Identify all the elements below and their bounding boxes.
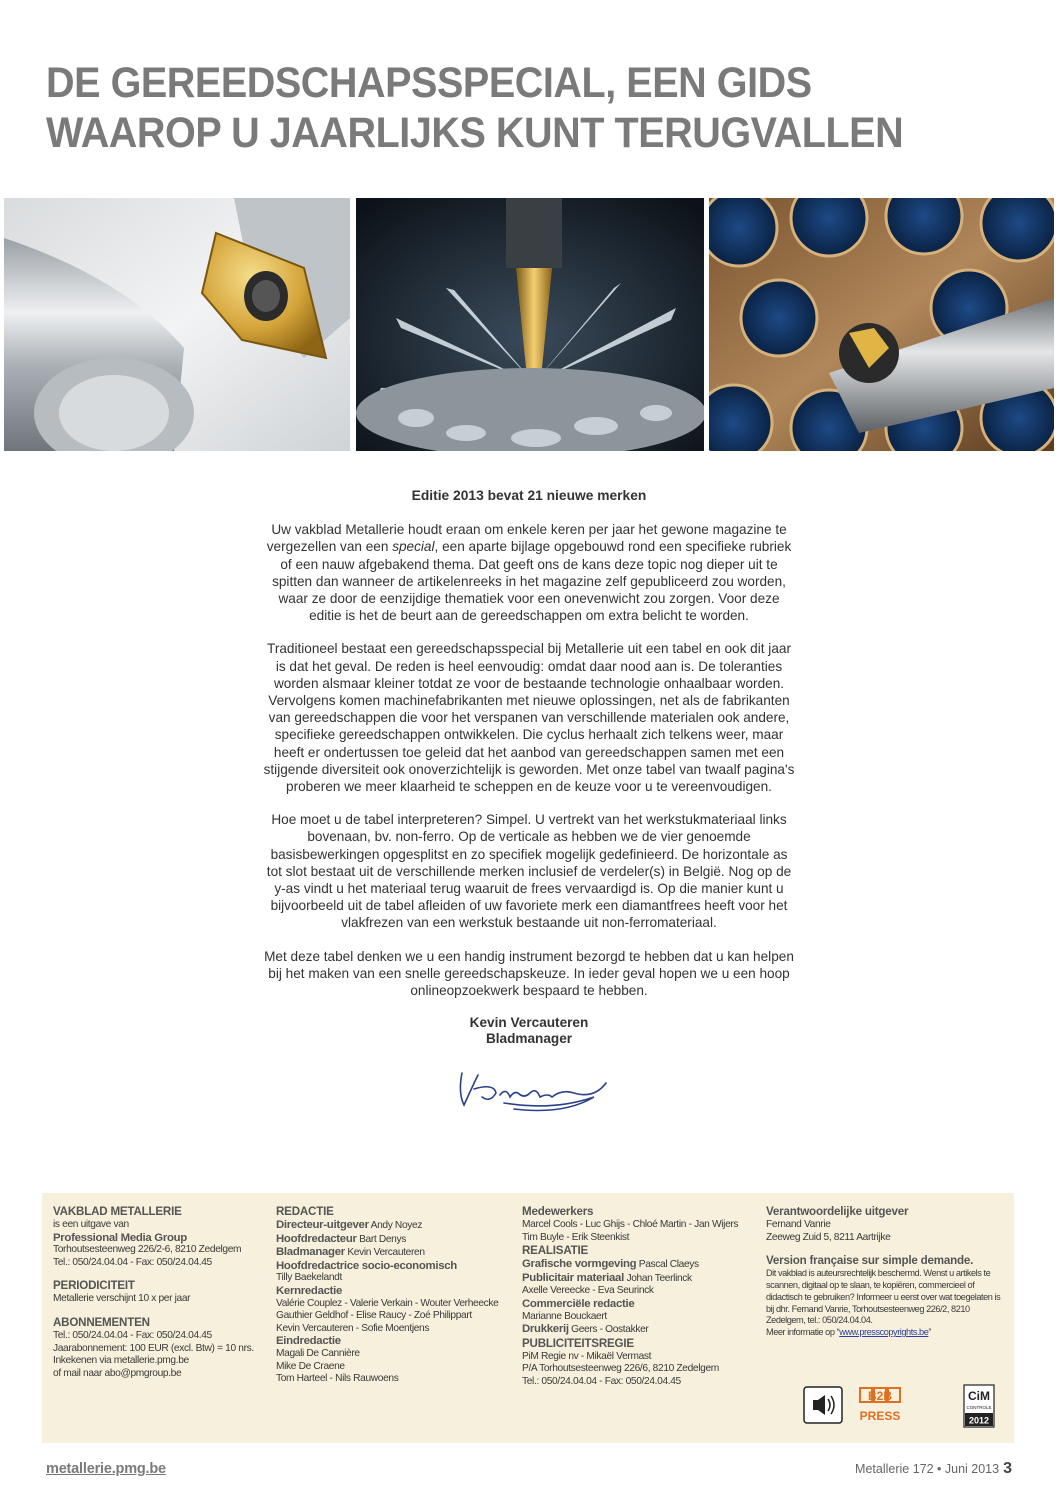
article-paragraph-4: Met deze tabel denken we u een handig instrument bezorgd te hebben dat u kan helpen bij het maken van een snelle gereedschapskeuze. In ieder geval hopen we u een hoop onlineopzoekwerk bespaard te hebben. — [264, 948, 794, 999]
colophon-line: Marcel Cools - Luc Ghijs - Chloé Martin - Jan Wijers — [522, 1219, 739, 1230]
page-number: 3 — [1003, 1460, 1012, 1477]
colophon-heading: VAKBLAD METALLERIE — [53, 1205, 182, 1218]
colophon-line: Kernredactie — [276, 1284, 343, 1297]
svg-text:CONTROLE: CONTROLE — [966, 1405, 992, 1410]
colophon-line: Kevin Vercauteren - Sofie Moentjens — [276, 1322, 430, 1334]
colophon-line: Grafische vormgeving Pascal Claeys — [522, 1258, 699, 1271]
svg-text:B2B: B2B — [867, 1389, 893, 1403]
author-role: Bladmanager — [485, 1031, 573, 1047]
copyright-notice: Dit vakblad is auteursrechtelijk beschermd. Wenst u artikels te scannen, digitaal op te slaan, te kopiëren, commercieel of didactisch te gebruiken? Informeer u eerst over wat toegelaten is bij dhr. Fernand Vanrie, Torhoutsesteenweg 226/2, 8210 Zedelgem, tel.: 050/24.04.04. — [766, 1268, 1001, 1326]
colophon-column-publisher — [53, 1205, 273, 1380]
colophon-line: Tel.: 050/24.04.04 - Fax: 050/24.04.45 — [53, 1256, 212, 1268]
colophon-column-uitgever — [766, 1205, 1006, 1339]
photo-milling-holes — [709, 198, 1054, 451]
colophon-line: Hoofdredacteur Bart Denys — [276, 1232, 406, 1245]
colophon-heading: PERIODICITEIT — [53, 1279, 135, 1293]
colophon-column-redactie — [276, 1205, 506, 1386]
colophon-line: Tel.: 050/24.04.04 - Fax: 050/24.04.45 — [53, 1329, 212, 1341]
colophon-line: Eindredactie — [276, 1335, 341, 1348]
colophon-line: Inkekenen via metallerie.pmg.be — [53, 1355, 189, 1367]
copyright-more-info: Meer informatie op “www.presscopyrights.be” — [766, 1327, 932, 1338]
page-title-line-1: DE GEREEDSCHAPSSPECIAL, EEN GIDS — [46, 59, 812, 107]
audio-speaker-icon — [804, 1387, 842, 1423]
certification-logos — [802, 1383, 1002, 1429]
colophon-heading: Medewerkers — [522, 1205, 594, 1218]
issue-label: Metallerie 172 • Juni 2013 — [855, 1462, 1000, 1476]
author-name: Kevin Vercauteren — [469, 1015, 589, 1031]
colophon-line: of mail naar abo@pmgroup.be — [53, 1367, 182, 1379]
author-signature — [444, 1053, 614, 1119]
colophon-line: Mike De Craene — [276, 1360, 345, 1372]
colophon-heading: PUBLICITEITSREGIE — [522, 1336, 634, 1350]
issue-info — [855, 1460, 1012, 1478]
article-subhead: Editie 2013 bevat 21 nieuwe merken — [411, 488, 647, 503]
colophon-heading: ABONNEMENTEN — [53, 1315, 150, 1329]
colophon-heading: Verantwoordelijke uitgever — [766, 1205, 909, 1218]
colophon-line: is een uitgave van — [53, 1219, 129, 1230]
svg-text:2012: 2012 — [968, 1415, 990, 1426]
colophon-heading: REALISATIE — [522, 1244, 589, 1258]
website-link[interactable]: metallerie.pmg.be — [46, 1461, 166, 1477]
photo-turning-insert — [4, 198, 350, 451]
colophon-heading: REDACTIE — [276, 1205, 334, 1218]
colophon-line: Professional Media Group — [53, 1231, 187, 1244]
colophon-heading: Version française sur simple demande. — [766, 1254, 974, 1268]
article-paragraph-3: Hoe moet u de tabel interpreteren? Simpel. U vertrekt van het werkstukmateriaal links bovenaan, bv. non-ferro. Op de verticale as hebben we de vier genoemde basisbewerkingen opgesplitst en zo specifiek mogelijk gedefinieerd. De horizontale as tot slot bestaat uit de verschillende merken inclusief de verdeler(s) in België. Nog op de y-as vindt u het materiaal terug waaruit de frees vervaardigd is. Op die manier kunt u bijvoorbeeld uit de tabel afleiden of uw favoriete merk een diamantfrees heeft voor het vlakfrezen van een werkstuk bestaande uit non-ferromateriaal. — [266, 812, 792, 931]
colophon-line: Directeur-uitgever Andy Noyez — [276, 1219, 423, 1231]
colophon-line: Tom Harteel - Nils Rauwoens — [276, 1373, 399, 1385]
colophon-line: Publicitair materiaal Johan Teerlinck — [522, 1271, 692, 1284]
colophon-line: Zeeweg Zuid 5, 8211 Aartrijke — [766, 1231, 891, 1243]
colophon-box — [42, 1193, 1014, 1443]
article-paragraph-2: Traditioneel bestaat een gereedschapsspecial bij Metallerie uit een tabel en ook dit jaar is dat het geval. De reden is heel eenvoudig: omdat daar nood aan is. De toleranties worden alsmaar kleiner totdat ze voor de bestaande technologie onhaalbaar worden. Vervolgens komen machinefabrikanten met nieuwe oplossingen, net als de fabrikanten van gereedschappen die voor het verspanen van verschillende materialen ook andere, specifieke gereedschappen ontwikkelen. Die cyclus herhaalt zich telkens weer, maar heeft er ondertussen toe geleid dat het aanbod van gereedschappen samen met een stijgende diversiteit ook onoverzichtelijk is geworden. Met onze tabel van twaalf pagina's proberen we meer klaarheid te scheppen en de keuze voor u te vereenvoudigen. — [263, 641, 795, 795]
colophon-line: PiM Regie nv - Mikaël Vermast — [522, 1350, 652, 1362]
colophon-line: Magali De Cannière — [276, 1347, 360, 1359]
colophon-line: Hoofdredactrice socio-economisch — [276, 1259, 457, 1272]
colophon-line: Fernand Vanrie — [766, 1219, 831, 1230]
special-emphasis: special — [392, 539, 435, 555]
colophon-line: Drukkerij Geers - Oostakker — [522, 1323, 649, 1336]
colophon-line: Metallerie verschijnt 10 x per jaar — [53, 1293, 191, 1305]
svg-text:PRESS: PRESS — [859, 1409, 901, 1423]
cim-controle-logo — [964, 1385, 994, 1427]
page-title-line-2: WAAROP U JAARLIJKS KUNT TERUGVALLEN — [46, 109, 904, 157]
svg-text:CiM: CiM — [968, 1389, 990, 1403]
article-paragraph-1: Uw vakblad Metallerie houdt eraan om enkele keren per jaar het gewone magazine te vergezellen van een special, een aparte bijlage opgebouwd rond een specifieke rubriek of een nauw afgebakend thema. Dat geeft ons de kans deze topic nog dieper uit te spitten dan wanneer de artikelenreeks in het magazine zelf gepubliceerd zou worden, waar ze door de eenzijdige thematiek voor een onevenwicht zou zorgen. Voor deze editie is het de beurt aan de gereedschappen om extra belicht te worden. — [266, 522, 792, 624]
colophon-line: P/A Torhoutsesteenweg 226/6, 8210 Zedelgem — [522, 1363, 719, 1375]
colophon-line: Bladmanager Kevin Vercauteren — [276, 1246, 425, 1259]
colophon-line: Gauthier Geldhof - Elise Raucy - Zoé Philippart — [276, 1310, 472, 1322]
colophon-line: Axelle Vereecke - Eva Seurinck — [522, 1285, 654, 1297]
colophon-line: Valérie Couplez - Valerie Verkain - Wouter Verheecke — [276, 1297, 499, 1309]
colophon-line: Commerciële redactie — [522, 1297, 635, 1310]
b2b-press-logo — [860, 1388, 901, 1423]
colophon-line: Tim Buyle - Erik Steenkist — [522, 1231, 630, 1243]
colophon-line: Torhoutsesteenweg 226/2-6, 8210 Zedelgem — [53, 1244, 242, 1256]
colophon-line: Jaarabonnement: 100 EUR (excl. Btw) = 10 nrs. — [53, 1342, 254, 1354]
editorial-article — [262, 487, 796, 1119]
colophon-line: Tilly Baekelandt — [276, 1272, 342, 1284]
photo-drill-coolant — [356, 198, 704, 451]
colophon-line: Marianne Bouckaert — [522, 1310, 607, 1322]
page-title — [46, 58, 957, 158]
colophon-column-medewerkers — [522, 1205, 762, 1389]
colophon-line: Tel.: 050/24.04.04 - Fax: 050/24.04.45 — [522, 1375, 681, 1387]
presscopyrights-link[interactable]: www.presscopyrights.be — [839, 1327, 929, 1338]
